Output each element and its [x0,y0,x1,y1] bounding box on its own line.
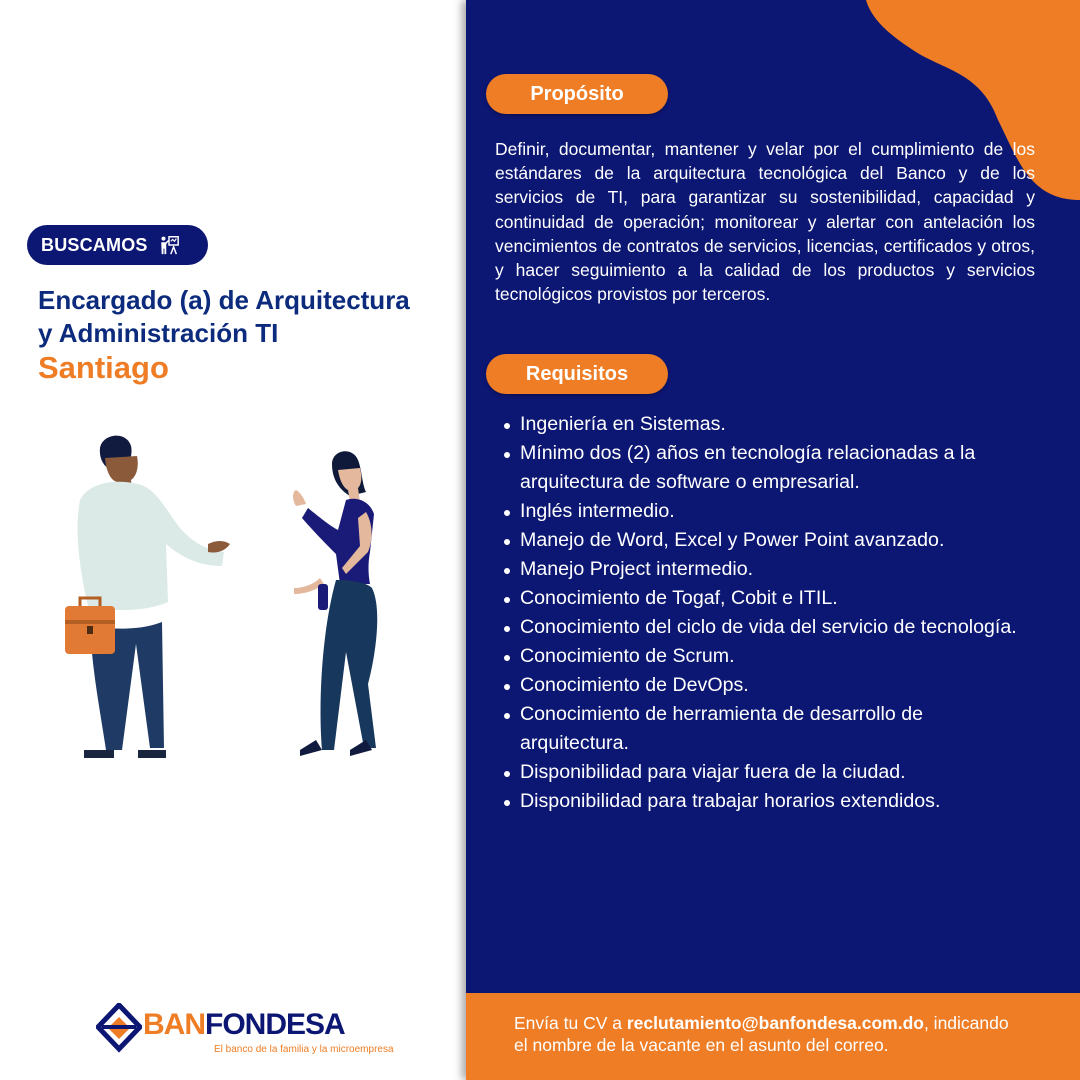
buscamos-badge [27,225,208,265]
buscamos-label: BUSCAMOS [41,234,148,255]
handshake-illustration [50,420,400,765]
logo-wordmark-part1: BAN [143,1008,205,1041]
logo-wordmark [143,1009,345,1041]
list-item: Conocimiento de Scrum. [520,642,1030,671]
job-title-line2: y Administración TI [38,318,279,348]
list-item: Mínimo dos (2) años en tecnología relacionadas a la arquitectura de software o empresarial. [520,439,1030,497]
list-item: Manejo Project intermedio. [520,555,1030,584]
right-panel [466,0,1080,1080]
contact-suffix: , indicando [923,1013,1009,1033]
requirements-list [520,410,1030,816]
list-item: Inglés intermedio. [520,497,1030,526]
banfondesa-logo [96,1003,394,1061]
job-title [38,284,463,350]
contact-footer [466,993,1080,1080]
contact-prefix: Envía tu CV a [514,1013,627,1033]
logo-tagline: El banco de la familia y la microempresa [214,1044,394,1055]
list-item: Disponibilidad para viajar fuera de la ciudad. [520,758,1030,787]
list-item: Conocimiento de Togaf, Cobit e ITIL. [520,584,1030,613]
list-item: Conocimiento de DevOps. [520,671,1030,700]
list-item: Ingeniería en Sistemas. [520,410,1030,439]
job-title-line1: Encargado (a) de Arquitectura [38,285,410,315]
contact-line1 [514,1012,1080,1034]
list-item: Disponibilidad para trabajar horarios extendidos. [520,787,1030,816]
purpose-heading: Propósito [486,74,668,114]
woman-figure [293,451,377,756]
list-item: Conocimiento de herramienta de desarrollo de arquitectura. [520,700,1030,758]
contact-line2: el nombre de la vacante en el asunto del correo. [514,1035,889,1055]
purpose-text: Definir, documentar, mantener y velar por el cumplimiento de los estándares de la arquitectura tecnológica del Banco y de los servicios de TI, para garantizar su sostenibilidad, capacidad y continuidad de operación; monitorear y alertar con antelación los vencimientos de contratos de servicios, licencias, certificados y otros, y hacer seguimiento a la calidad de los productos y servicios tecnológicos provistos por terceros. [495,139,1035,305]
banfondesa-logo-mark [96,1003,142,1053]
requirements-heading: Requisitos [486,354,668,394]
list-item: Manejo de Word, Excel y Power Point avanzado. [520,526,1030,555]
logo-wordmark-part2: FONDESA [205,1008,345,1041]
left-panel [0,0,466,1080]
list-item: Conocimiento del ciclo de vida del servicio de tecnología. [520,613,1030,642]
contact-email[interactable]: reclutamiento@banfondesa.com.do [626,1013,924,1033]
job-city: Santiago [38,350,169,385]
presenter-icon [158,234,180,256]
man-figure [65,436,230,758]
